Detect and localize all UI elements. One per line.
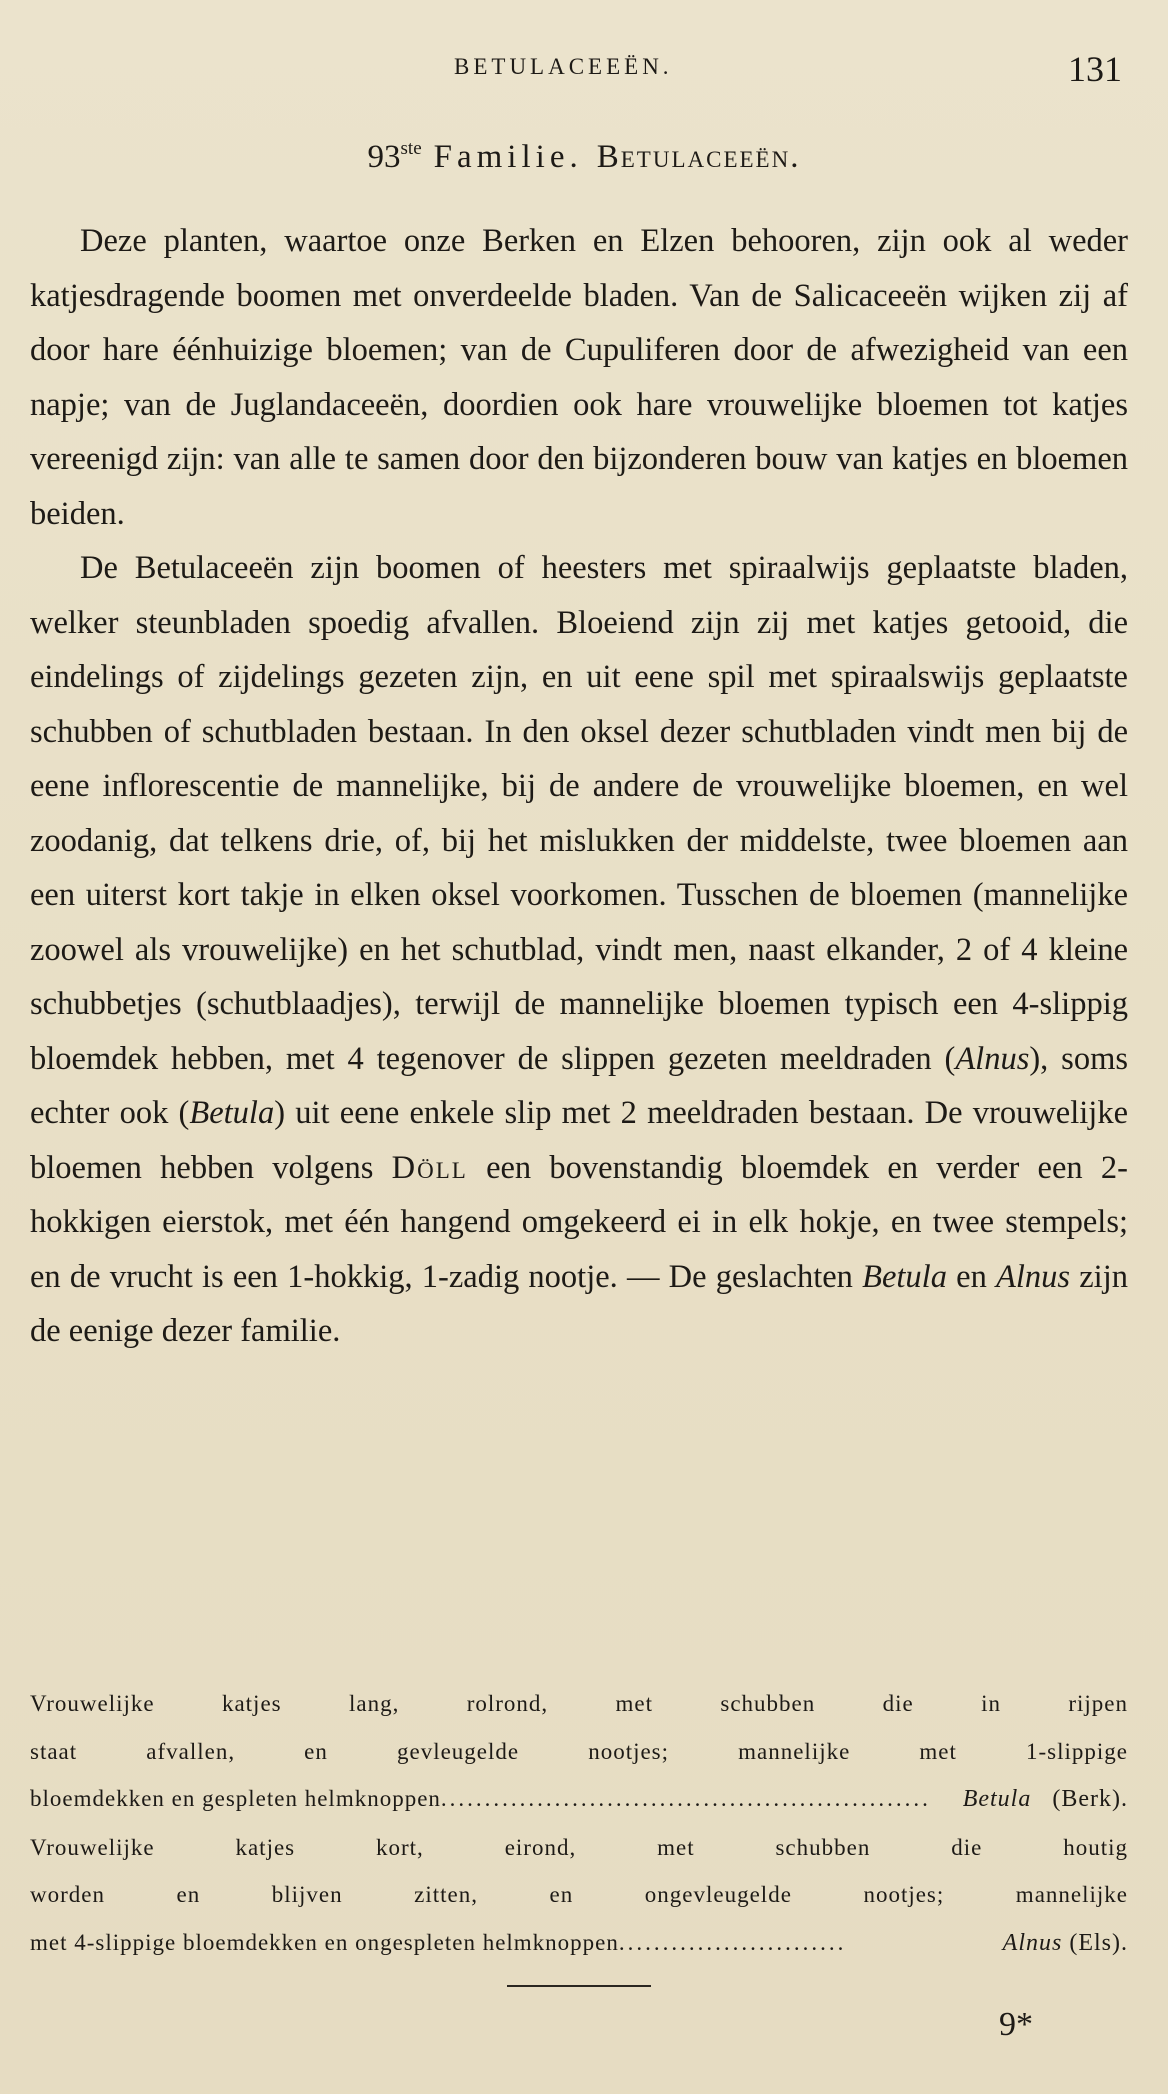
- paragraph-description-part2: ), soms echter ook (: [30, 1040, 1128, 1131]
- key-genus-result: [963, 1776, 1128, 1824]
- running-title: BETULACEEËN.: [454, 54, 673, 79]
- genus-betula-ref-2: Betula: [862, 1258, 947, 1295]
- body-text: [30, 214, 1128, 1359]
- family-number: 93: [367, 139, 401, 175]
- key-line-result: [30, 1919, 1128, 1968]
- key-genus-name: Alnus: [1002, 1929, 1063, 1956]
- key-genus-name: Betula: [962, 1786, 1032, 1812]
- leader-dots: ........................................................: [440, 1786, 931, 1811]
- family-number-suffix: ste: [400, 138, 422, 159]
- genus-key: [30, 1680, 1128, 1967]
- section-separator: [507, 1985, 651, 1987]
- paragraph-description-part4: een bovenstandig bloemdek en verder een 2-hokkigen eierstok, met één hangend omgekeerd ei in elk hokje, en twee stempels; en de vrucht is een 1-hokkig, 1-zadig nootje. — De geslachten: [30, 1149, 1128, 1295]
- key-line: worden en blijven zitten, en ongevleugelde nootjes; mannelijke: [30, 1882, 1128, 1907]
- paragraph-description: [30, 541, 1128, 1359]
- key-line: staat afvallen, en gevleugelde nootjes; mannelijke met 1-slippige: [30, 1738, 1128, 1764]
- key-line-text: bloemdekken en gespleten helmknoppen: [30, 1786, 441, 1811]
- leader-dots: ..........................: [618, 1929, 847, 1955]
- family-word: Familie.: [433, 139, 583, 175]
- genus-betula-ref: Betula: [189, 1095, 275, 1131]
- paragraph-description-part3: ) uit eene enkele slip met 2 meeldraden bestaan. De vrouwelijke bloemen hebben volgens: [30, 1095, 1128, 1186]
- running-head: [0, 48, 1168, 98]
- key-common-name: (Berk).: [1052, 1786, 1128, 1812]
- key-line: Vrouwelijke katjes kort, eirond, met schubben die houtig: [30, 1834, 1128, 1860]
- family-name: Betulaceeën.: [596, 139, 801, 175]
- author-doll: Döll: [391, 1149, 468, 1186]
- key-line-result: [30, 1775, 1128, 1824]
- page-number: 131: [1068, 49, 1122, 89]
- paragraph-description-part1: De Betulaceeën zijn boomen of heesters met spiraalwijs geplaatste bladen, welker steunbladen spoedig afvallen. Bloeiend zijn zij met katjes getooid, die eindelings of zijdelings gezeten zijn, en uit eene spil met spiraalswijs geplaatste schubben of schutbladen bestaan. In den oksel dezer schutbladen vindt men bij de eene inflorescentie de mannelijke, bij de andere de vrouwelijke bloemen, en wel zoodanig, dat telkens drie, of, bij het mislukken der middelste, twee bloemen aan een uiterst kort takje in elken oksel voorkomen. Tusschen de bloemen (mannelijke zoowel als vrouwelijke) en het schutblad, vindt men, naast elkander, 2 of 4 kleine schubbetjes (schutblaadjes), terwijl de mannelijke bloemen typisch een 4-slippig bloemdek hebben, met 4 tegenover de slippen gezeten meeldraden (: [30, 550, 1128, 1077]
- genus-alnus-ref-2: Alnus: [996, 1258, 1071, 1295]
- family-heading: [0, 138, 1168, 176]
- key-entry-betula: [30, 1680, 1128, 1824]
- key-common-name: (Els).: [1069, 1929, 1128, 1956]
- paragraph-description-part6: zijn de eenige dezer familie.: [30, 1258, 1128, 1349]
- paragraph-intro: Deze planten, waartoe onze Berken en Elzen behooren, zijn ook al weder katjesdragende boomen met onverdeelde bladen. Van de Salicaceeën wijken zij af door hare éénhuizige bloemen; van de Cupuliferen door de afwezigheid van een napje; van de Juglandaceeën, doordien ook hare vrouwelijke bloemen tot katjes vereenigd zijn: van alle te samen door den bijzonderen bouw van katjes en bloemen beiden.: [30, 223, 1128, 532]
- paragraph-description-part5: en: [946, 1258, 997, 1295]
- genus-alnus-ref: Alnus: [955, 1040, 1030, 1077]
- key-genus-result: [1003, 1920, 1128, 1968]
- signature-mark: 9*: [999, 2006, 1033, 2043]
- key-line-text: met 4-slippige bloemdekken en ongespleten helmknoppen: [30, 1929, 619, 1955]
- key-line: Vrouwelijke katjes lang, rolrond, met schubben die in rijpen: [30, 1691, 1128, 1716]
- key-entry-alnus: [30, 1824, 1128, 1968]
